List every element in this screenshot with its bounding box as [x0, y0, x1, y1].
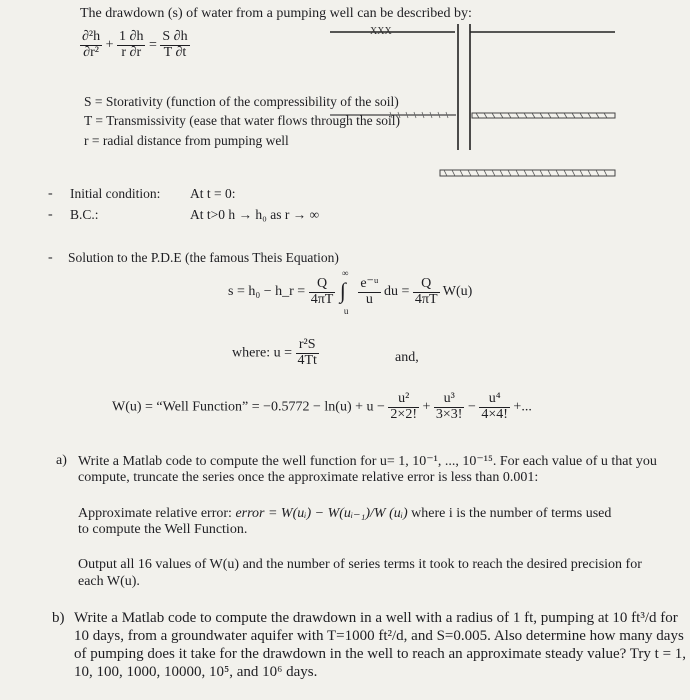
output-line-1: Output all 16 values of W(u) and the number of series terms it took to reach the desired precision for	[78, 557, 642, 572]
bullet-solution: -	[48, 250, 53, 265]
output-line-2: each W(u).	[78, 574, 140, 589]
part-b-line-2: 10 days, from a groundwater aquifer with T=1000 ft²/d, and S=0.005. Also determine how many days	[74, 628, 684, 644]
initial-condition-value: At t = 0:	[190, 186, 236, 201]
u-definition: where: u = $\frac{\text{r²S}}{4Tt}$	[232, 337, 317, 368]
and-label: and,	[395, 350, 419, 365]
pde-term-1: $\frac{\text{∂²h}}{\text{∂r²}}$	[82, 29, 101, 60]
pde-equation: $\frac{\text{∂²h}}{\text{∂r²}}$ + $\frac{1 \partial h}{r \partial r}$ = $\frac{S \partial h}{T \partial t}$	[82, 29, 188, 60]
relative-error-line: Approximate relative error: error = W(uᵢ) − W(uᵢ₋₁)/W (uᵢ) where i is the number of terms used	[78, 506, 612, 521]
part-b-line-1: Write a Matlab code to compute the drawdown in a well with a radius of 1 ft, pumping at 10 ft³/d for	[74, 610, 678, 626]
bullet-bc: -	[48, 207, 53, 222]
part-b-line-4: 10, 100, 1000, 10000, 10⁵, and 10⁶ days.	[74, 664, 318, 680]
intro-text: The drawdown (s) of water from a pumping well can be described by:	[80, 6, 472, 21]
part-b-label: b)	[52, 610, 65, 626]
theis-equation: s = h₀ − h_r = $\frac{Q}{4\pi T}$ ∞ ∫ u $\frac{\text{e⁻ᵘ}}{u}$ du = $\frac{Q}{4\pi T}$ W(u)	[228, 268, 473, 316]
part-a-text-2: compute, truncate the series once the approximate relative error is less than 0.001:	[78, 470, 539, 485]
diagram-label: XXX	[370, 26, 392, 37]
pde-term-3: $\frac{S \partial h}{T \partial t}$	[162, 29, 188, 60]
definition-storativity: S = Storativity (function of the compressibility of the soil)	[84, 94, 399, 109]
part-a-label: a)	[56, 453, 67, 468]
well-function-series: W(u) = “Well Function” = −0.5772 − ln(u) + u − $\frac{\text{u²}}{2\times 2!}$ + $\frac{\text{u³}}{3\times 3!}$ − $\frac{\text{u⁴}}{4\times 4!}$ +...	[112, 391, 532, 422]
integral: ∞ ∫ u	[339, 268, 349, 316]
definition-transmissivity: T = Transmissivity (ease that water flows through the soil)	[84, 113, 400, 128]
part-a-text-1: Write a Matlab code to compute the well function for u= 1, 10⁻¹, ..., 10⁻¹⁵. For each value of u that you	[78, 454, 657, 469]
bc-value: At t>0 h → h₀ as r → ∞	[190, 207, 320, 222]
relative-error-formula: error = W(uᵢ) − W(uᵢ₋₁)/W (uᵢ)	[235, 506, 408, 521]
relative-error-line-2: to compute the Well Function.	[78, 522, 248, 537]
solution-heading: Solution to the P.D.E (the famous Theis Equation)	[68, 250, 339, 265]
initial-condition-label: Initial condition:	[70, 186, 161, 201]
bc-label: B.C.:	[70, 207, 99, 222]
bullet-initial: -	[48, 186, 53, 201]
pde-term-2: $\frac{1 \partial h}{r \partial r}$	[119, 29, 144, 60]
part-b-line-3: of pumping does it take for the drawdown in the well to reach an approximate steady value? Try t = 1,	[74, 646, 687, 662]
definition-radial-distance: r = radial distance from pumping well	[84, 133, 289, 148]
